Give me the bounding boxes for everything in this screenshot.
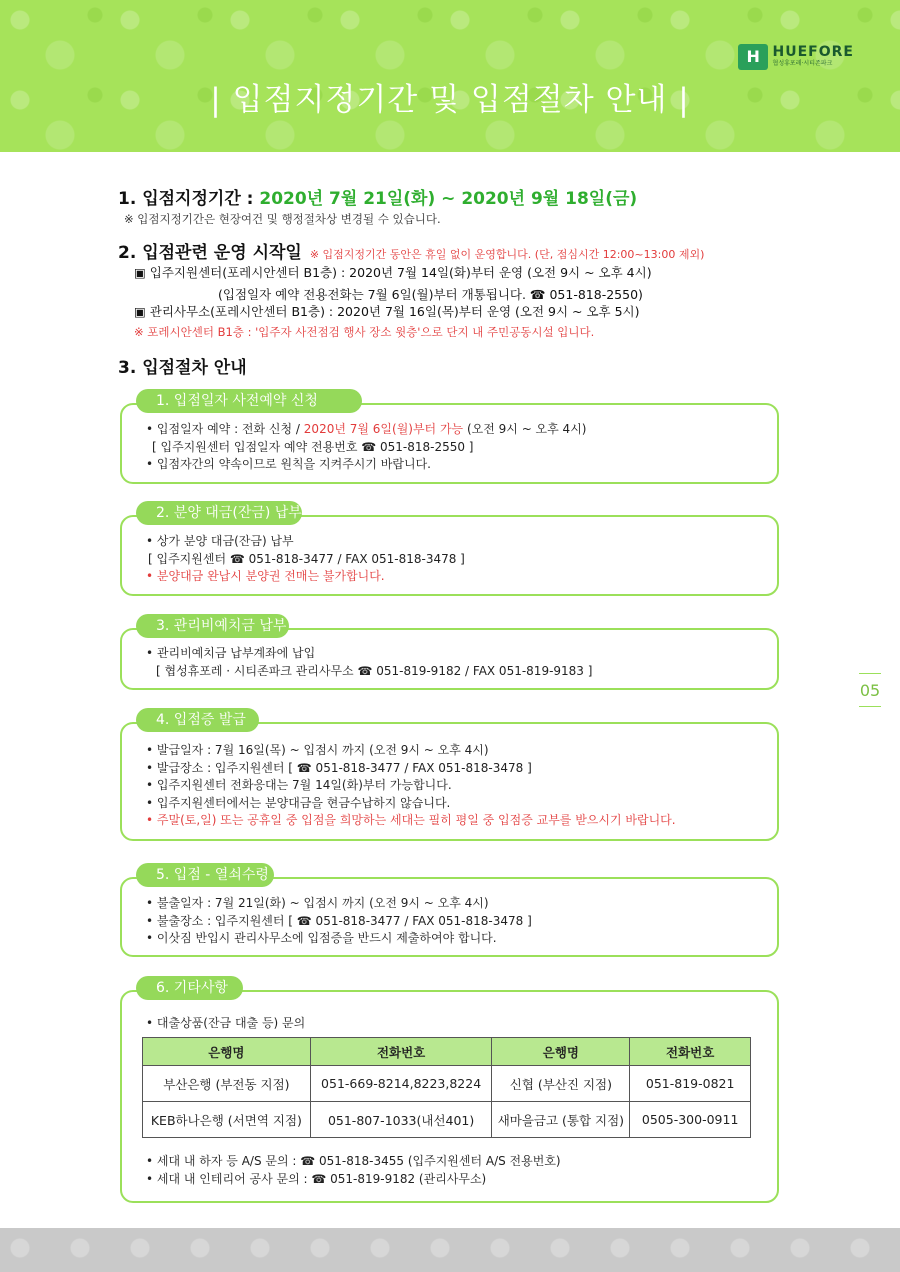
step-3-items — [146, 645, 592, 680]
logo-mark-icon: H — [738, 44, 768, 70]
section-2-label: 2. 입점관련 운영 시작일 — [118, 243, 302, 263]
section-1-note: ※ 입점지정기간은 현장여건 및 행정절차상 변경될 수 있습니다. — [124, 212, 441, 226]
logo-name: HUEFORE — [772, 44, 854, 60]
section-1-dates: 2020년 7월 21일(화) ~ 2020년 9월 18일(금) — [259, 189, 638, 209]
step-5-line-3: • 이삿짐 반입시 관리사무소에 입점증을 반드시 제출하여야 합니다. — [146, 931, 497, 945]
table-header-row — [143, 1038, 751, 1066]
table-row — [143, 1102, 751, 1138]
section-2-line-2: (입점일자 예약 전용전화는 7월 6일(월)부터 개통됩니다. ☎ 051-818-2550) — [218, 287, 643, 302]
step-2-items — [146, 533, 465, 586]
section-2-line-4: ※ 포레시안센터 B1층 : '입주자 사전점검 행사 장소 윗층'으로 단지 내 주민공동시설 입니다. — [134, 325, 595, 339]
table-cell: 0505-300-0911 — [630, 1102, 751, 1138]
step-5-items — [146, 895, 532, 948]
step-5-title: 5. 입점 - 열쇠수령 — [136, 863, 274, 887]
table-cell: 부산은행 (부전동 지점) — [143, 1066, 311, 1102]
brand-logo — [738, 44, 854, 70]
table-header-bank-2: 은행명 — [492, 1038, 630, 1066]
section-1-label: 1. 입점지정기간 : — [118, 189, 260, 209]
step-4-line-3: • 입주지원센터 전화응대는 7월 14일(화)부터 가능합니다. — [146, 778, 452, 792]
step-3-line-2: [ 협성휴포레 · 시티존파크 관리사무소 ☎ 051-819-9182 / FAX 051-819-9183 ] — [156, 663, 593, 678]
step-2-title: 2. 분양 대금(잔금) 납부 — [136, 501, 302, 525]
table-cell: 새마을금고 (통합 지점) — [492, 1102, 630, 1138]
step-4-line-1: • 발급일자 : 7월 16일(목) ~ 입점시 까지 (오전 9시 ~ 오후 4시) — [146, 743, 489, 757]
step-1-items — [146, 421, 586, 474]
step-4-items — [146, 742, 676, 830]
section-3-heading: 3. 입점절차 안내 — [118, 358, 247, 378]
page-number: 05 — [859, 673, 881, 707]
step-6-intro — [146, 1015, 305, 1033]
step-6-line-3: • 세대 내 인테리어 공사 문의 : ☎ 051-819-9182 (관리사무소) — [146, 1171, 487, 1186]
logo-subtitle: 협성휴포레·시티존파크 — [772, 60, 833, 67]
step-6-line-2: • 세대 내 하자 등 A/S 문의 : ☎ 051-818-3455 (입주지원센터 A/S 전용번호) — [146, 1154, 561, 1168]
step-4-line-2: • 발급장소 : 입주지원센터 [ ☎ 051-818-3477 / FAX 051-818-3478 ] — [146, 760, 532, 775]
section-2-sub: ※ 입점지정기간 동안은 휴일 없이 운영합니다. (단, 점심시간 12:00~13:00 제외) — [309, 248, 705, 261]
step-6-line-1: • 대출상품(잔금 대출 등) 문의 — [146, 1016, 306, 1030]
step-2-line-2: [ 입주지원센터 ☎ 051-818-3477 / FAX 051-818-3478 ] — [148, 551, 465, 566]
step-1-date: 2020년 7월 6일(월)부터 가능 — [303, 422, 464, 436]
step-4-line-4: • 입주지원센터에서는 분양대금을 현금수납하지 않습니다. — [146, 795, 451, 810]
table-cell: 051-669-8214,8223,8224 — [310, 1066, 492, 1102]
table-row — [143, 1066, 751, 1102]
table-header-bank-1: 은행명 — [143, 1038, 311, 1066]
table-cell: KEB하나은행 (서면역 지점) — [143, 1102, 311, 1138]
step-1-line-3: • 입점자간의 약속이므로 원칙을 지켜주시기 바랍니다. — [146, 457, 431, 471]
step-2-line-3: • 분양대금 완납시 분양권 전매는 불가합니다. — [146, 569, 385, 583]
step-6-footer-items — [146, 1153, 561, 1188]
step-5-line-2: • 불출장소 : 입주지원센터 [ ☎ 051-818-3477 / FAX 051-818-3478 ] — [146, 913, 532, 928]
step-4-line-5: • 주말(토,일) 또는 공휴일 중 입점을 희망하는 세대는 필히 평일 중 입점증 교부를 받으시기 바랍니다. — [146, 813, 676, 827]
step-2-line-1: • 상가 분양 대금(잔금) 납부 — [146, 534, 294, 548]
step-4-title: 4. 입점증 발급 — [136, 708, 259, 732]
table-cell: 051-819-0821 — [630, 1066, 751, 1102]
step-1-title: 1. 입점일자 사전예약 신청 — [136, 389, 362, 413]
step-3-title: 3. 관리비예치금 납부 — [136, 614, 289, 638]
step-1-line-1: • 입점일자 예약 : 전화 신청 / 2020년 7월 6일(월)부터 가능 (오전 9시 ~ 오후 4시) — [146, 422, 587, 436]
table-header-phone-1: 전화번호 — [310, 1038, 492, 1066]
step-3-line-1: • 관리비예치금 납부계좌에 납입 — [146, 646, 316, 660]
section-2-heading — [118, 238, 704, 263]
table-header-phone-2: 전화번호 — [630, 1038, 751, 1066]
step-6-title: 6. 기타사항 — [136, 976, 243, 1000]
section-2-line-3: ▣ 관리사무소(포레시안센터 B1층) : 2020년 7월 16일(목)부터 운영 (오전 9시 ~ 오후 5시) — [134, 304, 640, 319]
page-title: | 입점지정기간 및 입점절차 안내 | — [210, 82, 690, 118]
step-5-line-1: • 불출일자 : 7월 21일(화) ~ 입점시 까지 (오전 9시 ~ 오후 4시) — [146, 896, 489, 910]
section-2-line-1: ▣ 입주지원센터(포레시안센터 B1층) : 2020년 7월 14일(화)부터 운영 (오전 9시 ~ 오후 4시) — [134, 265, 652, 280]
table-cell: 051-807-1033(내선401) — [310, 1102, 492, 1138]
table-cell: 신협 (부산진 지점) — [492, 1066, 630, 1102]
step-1-line-2: [ 입주지원센터 입점일자 예약 전용번호 ☎ 051-818-2550 ] — [152, 439, 474, 454]
section-1-heading — [118, 184, 637, 209]
header-banner — [0, 0, 900, 152]
footer-band — [0, 1228, 900, 1272]
bank-contact-table — [142, 1037, 751, 1138]
